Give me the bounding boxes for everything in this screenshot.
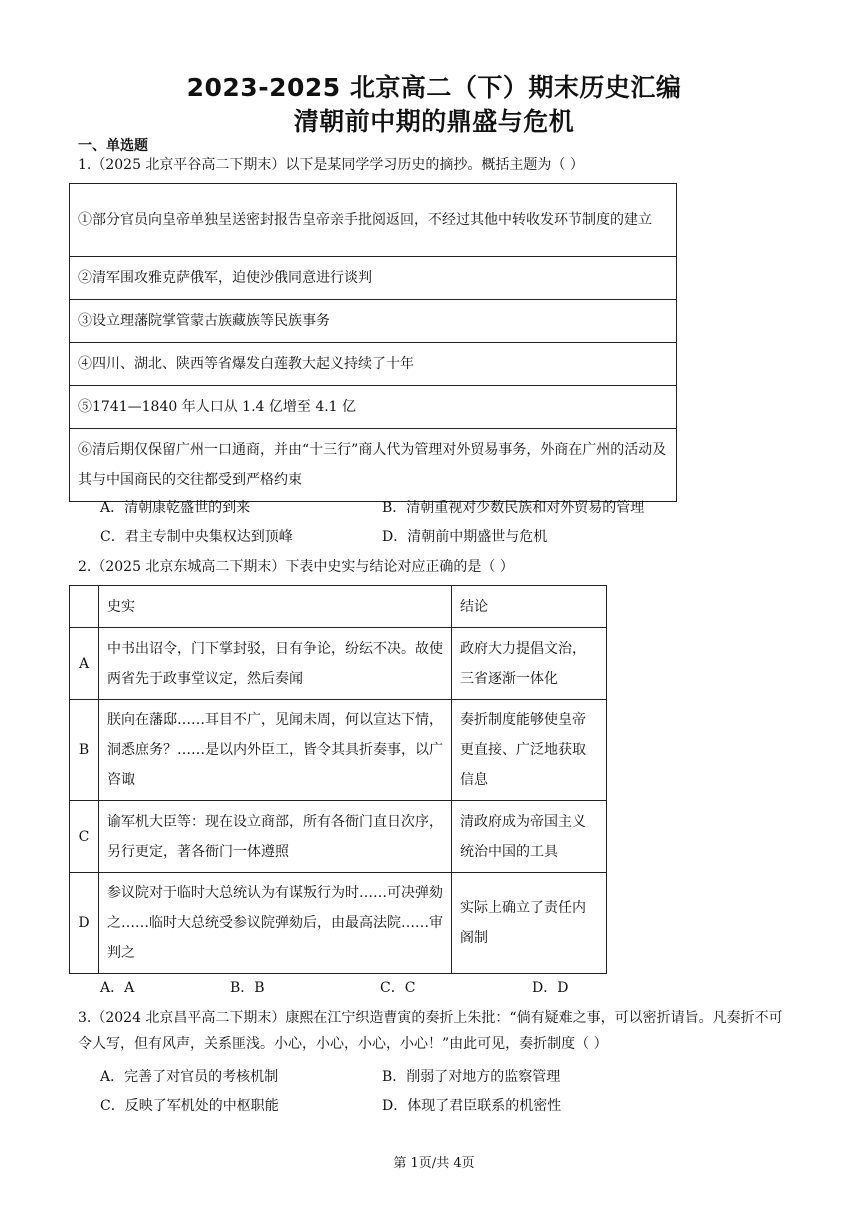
table-header-fact: 史实 xyxy=(99,586,452,628)
table-row xyxy=(70,873,607,974)
option-d[interactable]: D．D xyxy=(532,980,569,996)
row-fact: 中书出诏令，门下掌封驳，日有争论，纷纭不决。故使两省先于政事堂议定，然后奏闻 xyxy=(99,628,452,700)
table-cell: ①部分官员向皇帝单独呈送密封报告皇帝亲手批阅返回，不经过其他中转收发环节制度的建立 xyxy=(70,184,677,257)
table-row xyxy=(70,801,607,873)
table-row xyxy=(70,386,677,429)
table-row xyxy=(70,184,677,257)
table-header-row xyxy=(70,586,607,628)
table-cell: ③设立理藩院掌管蒙古族藏族等民族事务 xyxy=(70,300,677,343)
table-cell: ④四川、湖北、陕西等省爆发白莲教大起义持续了十年 xyxy=(70,343,677,386)
table-row xyxy=(70,257,677,300)
row-conclusion: 奏折制度能够使皇帝更直接、广泛地获取信息 xyxy=(452,700,607,801)
table-row xyxy=(70,429,677,502)
option-d[interactable]: D．体现了君臣联系的机密性 xyxy=(382,1098,562,1114)
document-subtitle: 清朝前中期的鼎盛与危机 xyxy=(293,107,575,136)
row-conclusion: 政府大力提倡文治，三省逐渐一体化 xyxy=(452,628,607,700)
row-label: C xyxy=(70,801,99,873)
question-1-stem: 1.（2025 北京平谷高二下期末）以下是某同学学习历史的摘抄。概括主题为（ ） xyxy=(78,157,584,173)
page-number: 第 1页/共 4页 xyxy=(393,1156,475,1171)
option-c[interactable]: C．反映了军机处的中枢职能 xyxy=(100,1098,279,1114)
option-a[interactable]: A．A xyxy=(100,980,135,996)
table-cell: ⑤1741—1840 年人口从 1.4 亿增至 4.1 亿 xyxy=(70,386,677,429)
option-a[interactable]: A．清朝康乾盛世的到来 xyxy=(100,500,251,516)
option-a[interactable]: A．完善了对官员的考核机制 xyxy=(100,1069,279,1085)
option-c[interactable]: C．君主专制中央集权达到顶峰 xyxy=(100,529,293,545)
option-c[interactable]: C．C xyxy=(380,980,416,996)
document-title: 2023-2025 北京高二（下）期末历史汇编 xyxy=(186,73,682,102)
row-label: D xyxy=(70,873,99,974)
section-heading: 一、单选题 xyxy=(78,138,148,154)
option-b[interactable]: B．清朝重视对少数民族和对外贸易的管理 xyxy=(382,500,645,516)
question-1-table xyxy=(69,183,677,502)
table-row xyxy=(70,343,677,386)
row-fact: 朕向在藩邸……耳目不广，见闻未周，何以宣达下情，洞悉庶务？……是以内外臣工，皆令其具折奏事，以广咨诹 xyxy=(99,700,452,801)
question-2-table xyxy=(69,585,607,974)
row-conclusion: 实际上确立了责任内阁制 xyxy=(452,873,607,974)
question-2-stem: 2.（2025 北京东城高二下期末）下表中史实与结论对应正确的是（ ） xyxy=(78,559,514,575)
row-label: A xyxy=(70,628,99,700)
table-header-conclusion: 结论 xyxy=(452,586,607,628)
question-3-stem: 3.（2024 北京昌平高二下期末）康熙在江宁织造曹寅的奏折上朱批：“倘有疑难之事，可以密折请旨。凡奏折不可令人写，但有风声，关系匪浅。小心，小心，小心，小心！”由此可见，奏折制度（ ） xyxy=(78,1010,783,1052)
option-b[interactable]: B．B xyxy=(230,980,265,996)
table-row xyxy=(70,628,607,700)
table-row xyxy=(70,300,677,343)
table-row xyxy=(70,700,607,801)
option-b[interactable]: B．削弱了对地方的监察管理 xyxy=(382,1069,561,1085)
table-cell: ⑥清后期仅保留广州一口通商，并由“十三行”商人代为管理对外贸易事务，外商在广州的活动及其与中国商民的交往都受到严格约束 xyxy=(70,429,677,502)
row-fact: 参议院对于临时大总统认为有谋叛行为时……可决弹劾之……临时大总统受参议院弹劾后，由最高法院……审判之 xyxy=(99,873,452,974)
row-fact: 谕军机大臣等：现在设立商部，所有各衙门直日次序，另行更定，著各衙门一体遵照 xyxy=(99,801,452,873)
row-label: B xyxy=(70,700,99,801)
option-d[interactable]: D．清朝前中期盛世与危机 xyxy=(382,529,548,545)
table-header-cell xyxy=(70,586,99,628)
table-cell: ②清军围攻雅克萨俄军，迫使沙俄同意进行谈判 xyxy=(70,257,677,300)
row-conclusion: 清政府成为帝国主义统治中国的工具 xyxy=(452,801,607,873)
